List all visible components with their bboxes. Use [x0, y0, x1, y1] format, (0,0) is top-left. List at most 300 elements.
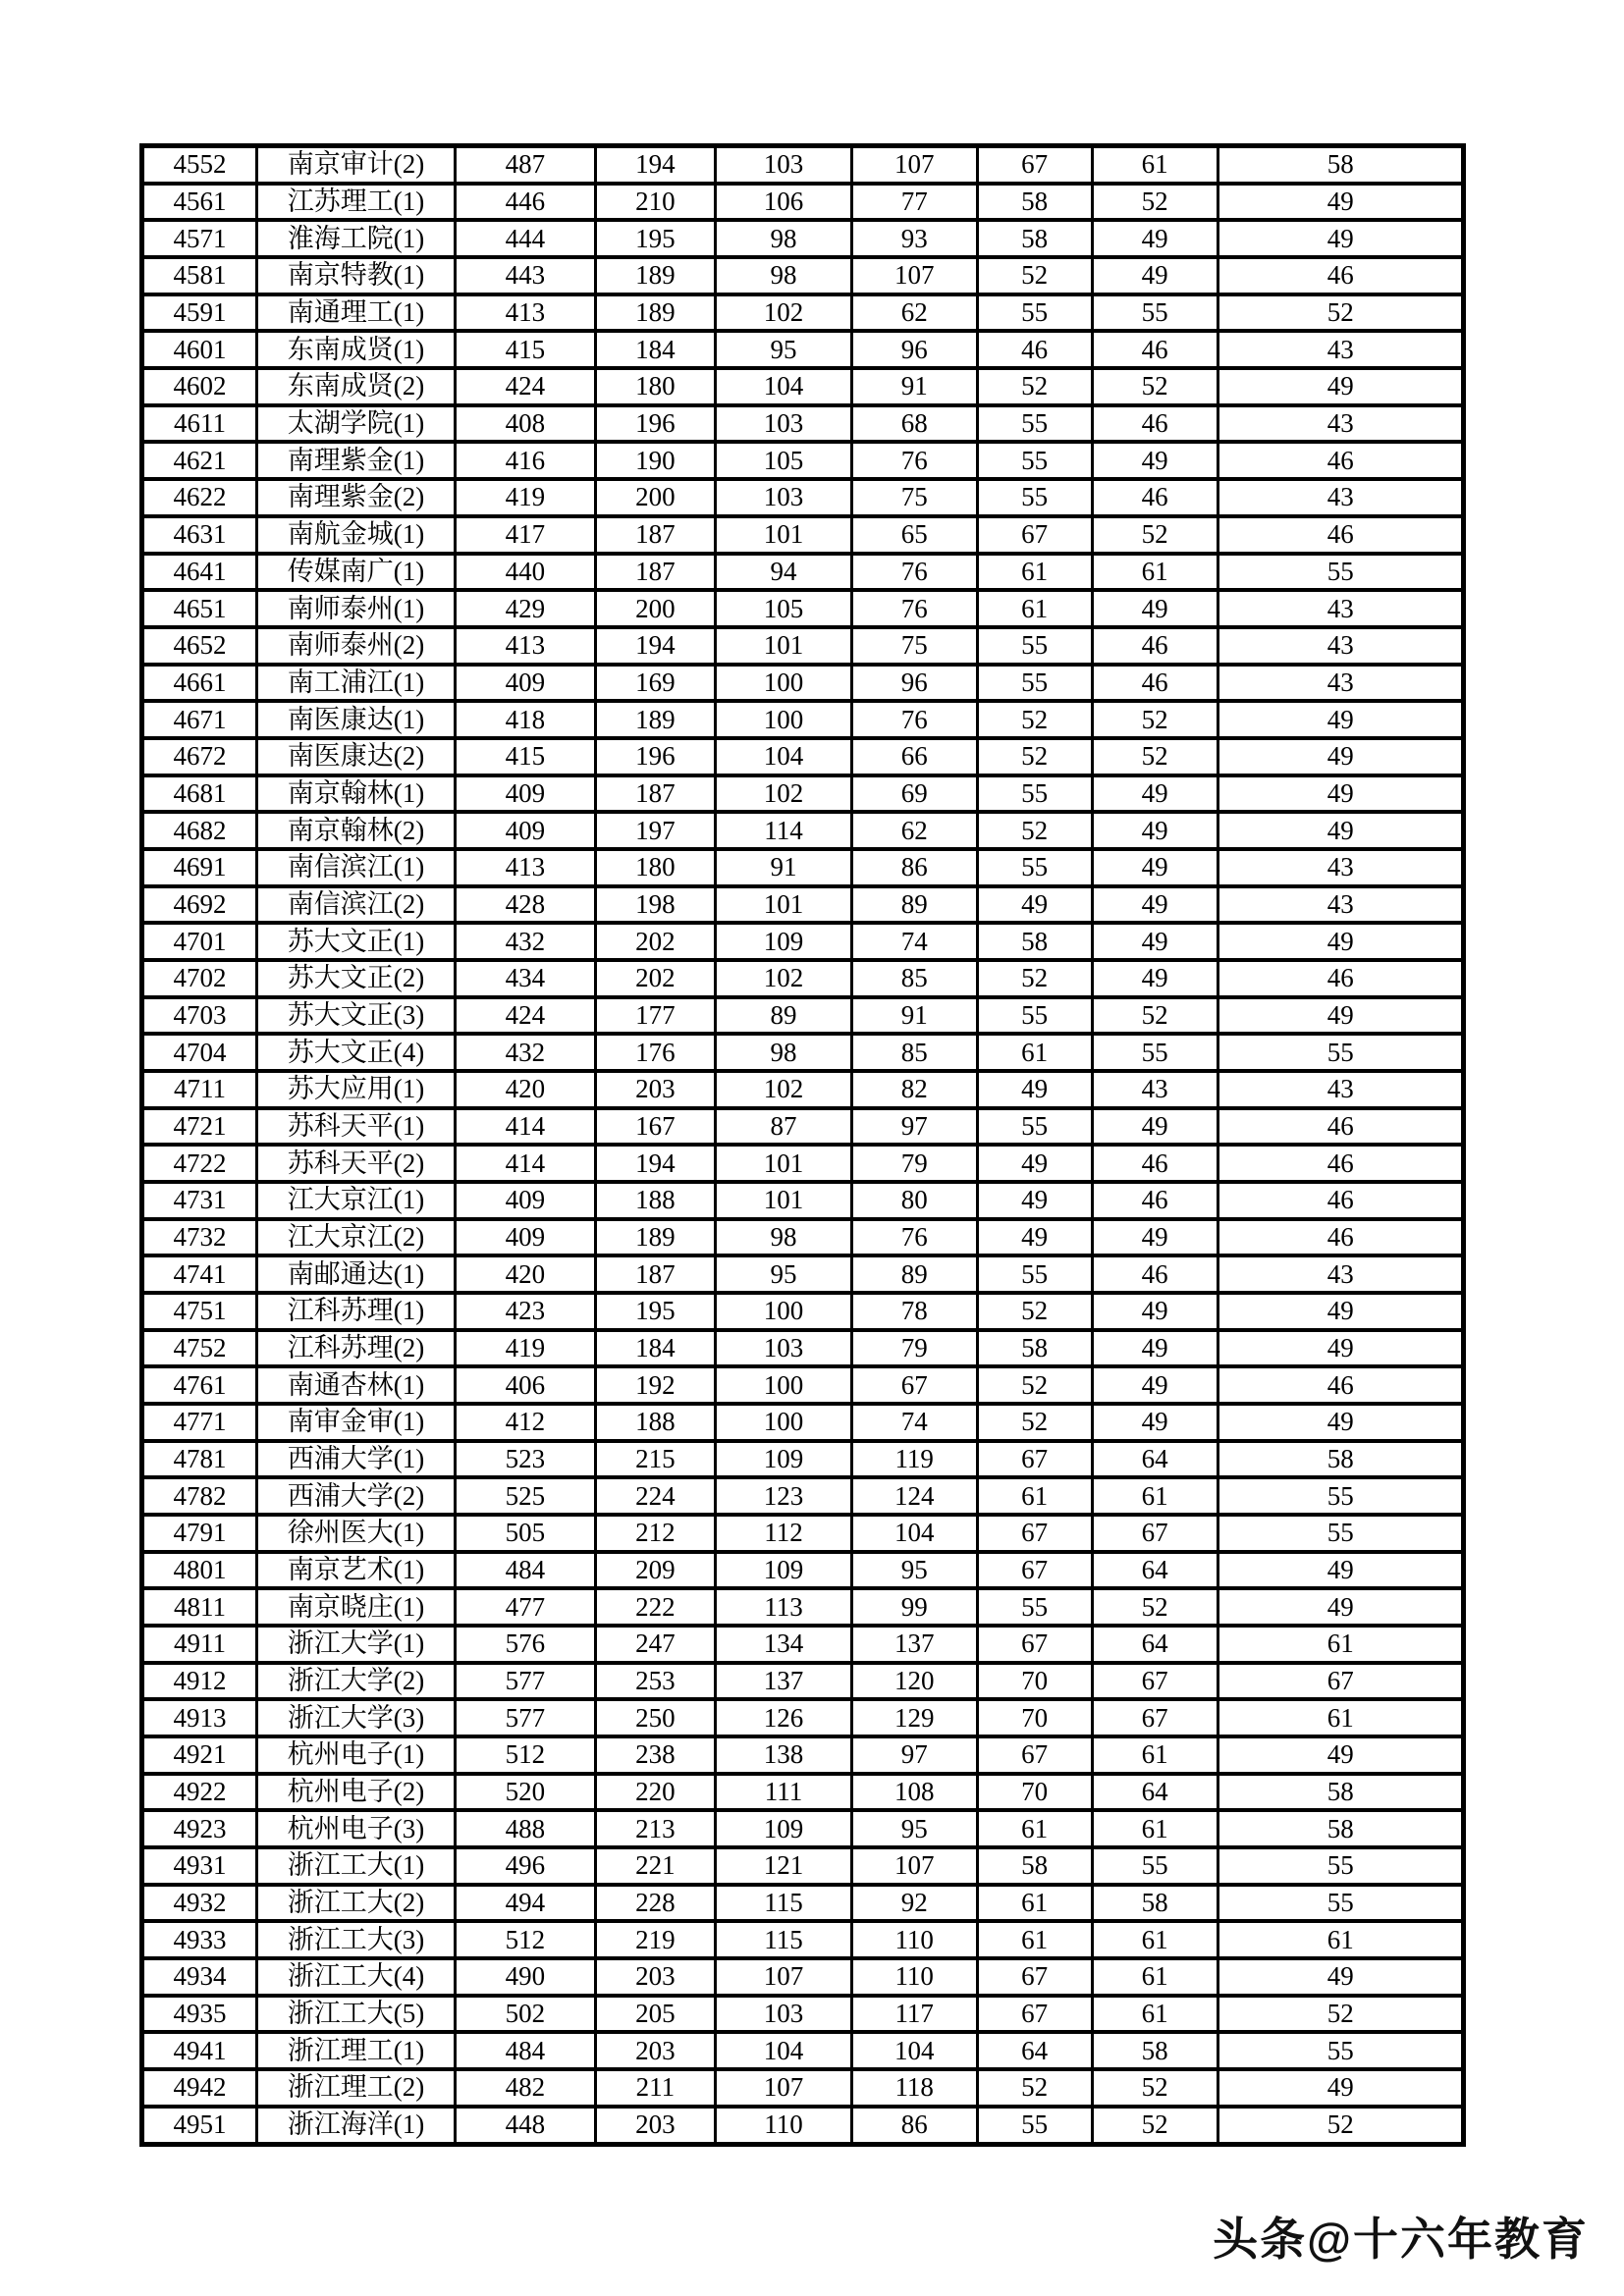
score-cell-5: 52 [1092, 738, 1218, 775]
name-cell: 苏科天平(1) [257, 1108, 456, 1146]
score-cell-1: 250 [595, 1699, 715, 1736]
score-cell-1: 209 [595, 1552, 715, 1589]
score-cell-3: 66 [851, 738, 977, 775]
score-cell-4: 52 [977, 1293, 1092, 1330]
score-cell-4: 52 [977, 257, 1092, 294]
score-cell-2: 94 [716, 554, 852, 591]
total-score-cell: 416 [455, 442, 595, 479]
score-cell-5: 61 [1092, 1736, 1218, 1774]
score-cell-4: 70 [977, 1774, 1092, 1811]
score-cell-1: 203 [595, 2032, 715, 2069]
score-cell-5: 49 [1092, 1404, 1218, 1441]
score-cell-1: 187 [595, 516, 715, 554]
score-cell-5: 52 [1092, 1588, 1218, 1626]
name-cell: 南航金城(1) [257, 516, 456, 554]
score-cell-4: 52 [977, 2069, 1092, 2107]
name-cell: 南理紫金(2) [257, 479, 456, 516]
score-cell-2: 103 [716, 1330, 852, 1367]
total-score-cell: 487 [455, 146, 595, 184]
score-cell-4: 61 [977, 1885, 1092, 1922]
score-cell-2: 100 [716, 1293, 852, 1330]
score-cell-4: 55 [977, 665, 1092, 702]
table-row [142, 1663, 1464, 1700]
score-cell-4: 70 [977, 1663, 1092, 1700]
score-cell-6: 55 [1218, 1477, 1463, 1515]
score-cell-1: 189 [595, 294, 715, 332]
score-cell-1: 194 [595, 1145, 715, 1182]
score-cell-4: 49 [977, 1219, 1092, 1256]
score-cell-5: 52 [1092, 368, 1218, 405]
name-cell: 江科苏理(2) [257, 1330, 456, 1367]
score-cell-1: 238 [595, 1736, 715, 1774]
name-cell: 南师泰州(1) [257, 590, 456, 627]
score-cell-5: 49 [1092, 812, 1218, 849]
total-score-cell: 488 [455, 1810, 595, 1847]
total-score-cell: 406 [455, 1366, 595, 1404]
table-row [142, 627, 1464, 665]
code-cell: 4934 [142, 1958, 257, 1996]
score-cell-4: 67 [977, 1552, 1092, 1589]
total-score-cell: 496 [455, 1847, 595, 1885]
score-cell-2: 103 [716, 146, 852, 184]
table-row [142, 1810, 1464, 1847]
table-row [142, 886, 1464, 924]
score-cell-4: 58 [977, 1847, 1092, 1885]
name-cell: 传媒南广(1) [257, 554, 456, 591]
total-score-cell: 414 [455, 1145, 595, 1182]
score-cell-6: 43 [1218, 886, 1463, 924]
name-cell: 南信滨江(1) [257, 849, 456, 886]
score-cell-2: 106 [716, 184, 852, 221]
code-cell: 4721 [142, 1108, 257, 1146]
code-cell: 4621 [142, 442, 257, 479]
name-cell: 苏大文正(2) [257, 960, 456, 997]
name-cell: 苏科天平(2) [257, 1145, 456, 1182]
total-score-cell: 415 [455, 738, 595, 775]
score-cell-6: 43 [1218, 1071, 1463, 1108]
score-cell-2: 101 [716, 886, 852, 924]
score-cell-3: 97 [851, 1108, 977, 1146]
table-row [142, 516, 1464, 554]
code-cell: 4661 [142, 665, 257, 702]
score-cell-2: 110 [716, 2107, 852, 2145]
name-cell: 南通理工(1) [257, 294, 456, 332]
name-cell: 西浦大学(1) [257, 1441, 456, 1478]
score-cell-1: 200 [595, 590, 715, 627]
code-cell: 4622 [142, 479, 257, 516]
total-score-cell: 577 [455, 1663, 595, 1700]
score-cell-2: 115 [716, 1885, 852, 1922]
score-cell-5: 46 [1092, 479, 1218, 516]
score-cell-3: 92 [851, 1885, 977, 1922]
score-cell-5: 64 [1092, 1552, 1218, 1589]
score-cell-2: 123 [716, 1477, 852, 1515]
name-cell: 南医康达(1) [257, 701, 456, 738]
table-row [142, 1330, 1464, 1367]
score-cell-3: 75 [851, 479, 977, 516]
score-cell-3: 76 [851, 701, 977, 738]
score-cell-1: 203 [595, 1071, 715, 1108]
score-cell-4: 55 [977, 997, 1092, 1035]
name-cell: 江大京江(1) [257, 1182, 456, 1219]
score-cell-2: 89 [716, 997, 852, 1035]
table-row [142, 775, 1464, 813]
table-row [142, 1885, 1464, 1922]
score-cell-3: 110 [851, 1921, 977, 1958]
score-cell-2: 103 [716, 405, 852, 443]
score-cell-1: 215 [595, 1441, 715, 1478]
name-cell: 苏大文正(1) [257, 923, 456, 960]
code-cell: 4791 [142, 1515, 257, 1552]
table-row [142, 1182, 1464, 1219]
score-cell-2: 113 [716, 1588, 852, 1626]
score-cell-4: 55 [977, 405, 1092, 443]
score-cell-1: 187 [595, 554, 715, 591]
score-cell-2: 121 [716, 1847, 852, 1885]
total-score-cell: 423 [455, 1293, 595, 1330]
name-cell: 太湖学院(1) [257, 405, 456, 443]
score-cell-6: 58 [1218, 146, 1463, 184]
total-score-cell: 434 [455, 960, 595, 997]
watermark: 头条@十六年教育 [1213, 2214, 1589, 2265]
score-cell-2: 112 [716, 1515, 852, 1552]
name-cell: 南京翰林(2) [257, 812, 456, 849]
score-cell-4: 55 [977, 2107, 1092, 2145]
name-cell: 江苏理工(1) [257, 184, 456, 221]
score-cell-1: 213 [595, 1810, 715, 1847]
score-cell-3: 107 [851, 257, 977, 294]
score-cell-6: 61 [1218, 1699, 1463, 1736]
score-cell-3: 75 [851, 627, 977, 665]
score-cell-6: 58 [1218, 1774, 1463, 1811]
total-score-cell: 432 [455, 1034, 595, 1071]
score-cell-4: 61 [977, 554, 1092, 591]
code-cell: 4701 [142, 923, 257, 960]
code-cell: 4711 [142, 1071, 257, 1108]
score-cell-5: 52 [1092, 516, 1218, 554]
score-cell-1: 187 [595, 1255, 715, 1293]
score-cell-2: 98 [716, 220, 852, 257]
code-cell: 4923 [142, 1810, 257, 1847]
score-cell-1: 188 [595, 1404, 715, 1441]
score-cell-4: 67 [977, 1626, 1092, 1663]
code-cell: 4913 [142, 1699, 257, 1736]
score-cell-3: 110 [851, 1958, 977, 1996]
score-cell-5: 46 [1092, 1255, 1218, 1293]
score-cell-1: 190 [595, 442, 715, 479]
score-cell-1: 194 [595, 146, 715, 184]
name-cell: 南京翰林(1) [257, 775, 456, 813]
score-cell-6: 43 [1218, 627, 1463, 665]
score-cell-4: 61 [977, 1034, 1092, 1071]
score-cell-4: 55 [977, 1108, 1092, 1146]
score-cell-5: 46 [1092, 627, 1218, 665]
score-cell-2: 101 [716, 516, 852, 554]
code-cell: 4942 [142, 2069, 257, 2107]
score-cell-1: 198 [595, 886, 715, 924]
score-cell-4: 61 [977, 1477, 1092, 1515]
score-cell-2: 138 [716, 1736, 852, 1774]
name-cell: 南工浦江(1) [257, 665, 456, 702]
score-cell-5: 49 [1092, 923, 1218, 960]
score-cell-5: 67 [1092, 1515, 1218, 1552]
name-cell: 浙江大学(3) [257, 1699, 456, 1736]
score-cell-5: 52 [1092, 997, 1218, 1035]
score-cell-5: 55 [1092, 1034, 1218, 1071]
score-cell-5: 64 [1092, 1441, 1218, 1478]
name-cell: 苏大文正(4) [257, 1034, 456, 1071]
total-score-cell: 432 [455, 923, 595, 960]
score-cell-4: 67 [977, 1996, 1092, 2033]
total-score-cell: 477 [455, 1588, 595, 1626]
code-cell: 4722 [142, 1145, 257, 1182]
score-cell-2: 103 [716, 1996, 852, 2033]
score-cell-6: 43 [1218, 405, 1463, 443]
score-cell-5: 49 [1092, 1366, 1218, 1404]
score-cell-5: 55 [1092, 1847, 1218, 1885]
score-cell-6: 43 [1218, 849, 1463, 886]
total-score-cell: 440 [455, 554, 595, 591]
score-cell-5: 61 [1092, 146, 1218, 184]
score-cell-3: 104 [851, 1515, 977, 1552]
name-cell: 淮海工院(1) [257, 220, 456, 257]
score-cell-6: 49 [1218, 1330, 1463, 1367]
score-cell-4: 67 [977, 146, 1092, 184]
table-row [142, 1293, 1464, 1330]
score-cell-6: 43 [1218, 665, 1463, 702]
score-cell-5: 61 [1092, 1996, 1218, 2033]
code-cell: 4752 [142, 1330, 257, 1367]
score-cell-4: 52 [977, 1366, 1092, 1404]
code-cell: 4561 [142, 184, 257, 221]
name-cell: 西浦大学(2) [257, 1477, 456, 1515]
score-cell-5: 46 [1092, 665, 1218, 702]
score-cell-6: 49 [1218, 184, 1463, 221]
score-cell-5: 61 [1092, 1958, 1218, 1996]
score-cell-5: 49 [1092, 1108, 1218, 1146]
name-cell: 南通杏林(1) [257, 1366, 456, 1404]
code-cell: 4941 [142, 2032, 257, 2069]
code-cell: 4692 [142, 886, 257, 924]
score-cell-3: 137 [851, 1626, 977, 1663]
code-cell: 4682 [142, 812, 257, 849]
total-score-cell: 525 [455, 1477, 595, 1515]
table-row [142, 2032, 1464, 2069]
name-cell: 江大京江(2) [257, 1219, 456, 1256]
score-cell-4: 55 [977, 775, 1092, 813]
score-cell-1: 196 [595, 738, 715, 775]
total-score-cell: 523 [455, 1441, 595, 1478]
score-cell-6: 49 [1218, 923, 1463, 960]
total-score-cell: 512 [455, 1736, 595, 1774]
score-cell-2: 98 [716, 257, 852, 294]
total-score-cell: 490 [455, 1958, 595, 1996]
total-score-cell: 428 [455, 886, 595, 924]
code-cell: 4702 [142, 960, 257, 997]
code-cell: 4922 [142, 1774, 257, 1811]
score-cell-6: 55 [1218, 1034, 1463, 1071]
score-cell-4: 67 [977, 1736, 1092, 1774]
name-cell: 徐州医大(1) [257, 1515, 456, 1552]
score-cell-3: 67 [851, 1366, 977, 1404]
table-row [142, 1996, 1464, 2033]
total-score-cell: 408 [455, 405, 595, 443]
score-cell-3: 120 [851, 1663, 977, 1700]
score-cell-1: 203 [595, 2107, 715, 2145]
code-cell: 4691 [142, 849, 257, 886]
code-cell: 4641 [142, 554, 257, 591]
score-cell-3: 85 [851, 960, 977, 997]
code-cell: 4671 [142, 701, 257, 738]
name-cell: 南医康达(2) [257, 738, 456, 775]
code-cell: 4581 [142, 257, 257, 294]
code-cell: 4951 [142, 2107, 257, 2145]
score-cell-6: 49 [1218, 368, 1463, 405]
table-row [142, 1034, 1464, 1071]
score-cell-4: 61 [977, 1921, 1092, 1958]
table-row [142, 442, 1464, 479]
table-row [142, 960, 1464, 997]
table-row [142, 331, 1464, 368]
name-cell: 浙江工大(4) [257, 1958, 456, 1996]
code-cell: 4933 [142, 1921, 257, 1958]
code-cell: 4751 [142, 1293, 257, 1330]
score-cell-4: 55 [977, 849, 1092, 886]
table-row [142, 1588, 1464, 1626]
score-cell-6: 61 [1218, 1921, 1463, 1958]
score-cell-3: 96 [851, 331, 977, 368]
score-cell-6: 55 [1218, 1847, 1463, 1885]
total-score-cell: 419 [455, 1330, 595, 1367]
score-cell-2: 105 [716, 590, 852, 627]
score-cell-4: 55 [977, 294, 1092, 332]
score-cell-4: 52 [977, 738, 1092, 775]
score-cell-5: 49 [1092, 442, 1218, 479]
code-cell: 4611 [142, 405, 257, 443]
score-cell-6: 43 [1218, 1255, 1463, 1293]
table-row [142, 1552, 1464, 1589]
name-cell: 浙江大学(2) [257, 1663, 456, 1700]
total-score-cell: 444 [455, 220, 595, 257]
score-cell-5: 61 [1092, 554, 1218, 591]
score-cell-6: 49 [1218, 997, 1463, 1035]
code-cell: 4681 [142, 775, 257, 813]
score-cell-5: 49 [1092, 960, 1218, 997]
score-cell-1: 189 [595, 1219, 715, 1256]
score-cell-4: 55 [977, 479, 1092, 516]
name-cell: 江科苏理(1) [257, 1293, 456, 1330]
score-cell-3: 91 [851, 997, 977, 1035]
score-cell-5: 61 [1092, 1477, 1218, 1515]
score-cell-6: 46 [1218, 442, 1463, 479]
score-cell-3: 79 [851, 1145, 977, 1182]
score-cell-6: 67 [1218, 1663, 1463, 1700]
total-score-cell: 413 [455, 294, 595, 332]
score-cell-6: 49 [1218, 775, 1463, 813]
score-cell-6: 46 [1218, 1366, 1463, 1404]
score-cell-5: 49 [1092, 886, 1218, 924]
total-score-cell: 409 [455, 1219, 595, 1256]
score-cell-6: 55 [1218, 2032, 1463, 2069]
score-cell-6: 58 [1218, 1441, 1463, 1478]
code-cell: 4651 [142, 590, 257, 627]
score-cell-6: 52 [1218, 294, 1463, 332]
total-score-cell: 520 [455, 1774, 595, 1811]
table-row [142, 1515, 1464, 1552]
score-cell-6: 49 [1218, 738, 1463, 775]
name-cell: 浙江理工(2) [257, 2069, 456, 2107]
score-cell-3: 76 [851, 442, 977, 479]
score-cell-5: 49 [1092, 257, 1218, 294]
code-cell: 4911 [142, 1626, 257, 1663]
score-cell-1: 177 [595, 997, 715, 1035]
score-cell-2: 102 [716, 294, 852, 332]
total-score-cell: 577 [455, 1699, 595, 1736]
score-cell-3: 96 [851, 665, 977, 702]
score-cell-4: 55 [977, 442, 1092, 479]
name-cell: 东南成贤(2) [257, 368, 456, 405]
score-cell-6: 46 [1218, 960, 1463, 997]
code-cell: 4741 [142, 1255, 257, 1293]
table-row [142, 1921, 1464, 1958]
total-score-cell: 420 [455, 1255, 595, 1293]
score-cell-5: 64 [1092, 1626, 1218, 1663]
score-cell-4: 49 [977, 1145, 1092, 1182]
total-score-cell: 420 [455, 1071, 595, 1108]
score-cell-1: 253 [595, 1663, 715, 1700]
total-score-cell: 512 [455, 1921, 595, 1958]
score-cell-2: 91 [716, 849, 852, 886]
score-cell-3: 82 [851, 1071, 977, 1108]
score-cell-3: 86 [851, 2107, 977, 2145]
table-row [142, 1219, 1464, 1256]
table-row [142, 812, 1464, 849]
score-cell-1: 221 [595, 1847, 715, 1885]
score-cell-1: 180 [595, 849, 715, 886]
score-cell-2: 111 [716, 1774, 852, 1811]
name-cell: 苏大文正(3) [257, 997, 456, 1035]
score-cell-2: 107 [716, 1958, 852, 1996]
name-cell: 浙江海洋(1) [257, 2107, 456, 2145]
table-row [142, 1145, 1464, 1182]
score-cell-4: 49 [977, 1182, 1092, 1219]
score-cell-6: 49 [1218, 2069, 1463, 2107]
score-cell-3: 104 [851, 2032, 977, 2069]
score-cell-3: 124 [851, 1477, 977, 1515]
total-score-cell: 484 [455, 1552, 595, 1589]
score-cell-6: 61 [1218, 1626, 1463, 1663]
score-cell-3: 62 [851, 812, 977, 849]
score-cell-2: 102 [716, 775, 852, 813]
score-cell-3: 117 [851, 1996, 977, 2033]
score-cell-6: 55 [1218, 1885, 1463, 1922]
total-score-cell: 502 [455, 1996, 595, 2033]
score-cell-3: 107 [851, 146, 977, 184]
score-cell-3: 80 [851, 1182, 977, 1219]
score-cell-4: 67 [977, 1515, 1092, 1552]
score-cell-6: 46 [1218, 1219, 1463, 1256]
name-cell: 南师泰州(2) [257, 627, 456, 665]
score-cell-5: 55 [1092, 294, 1218, 332]
score-cell-1: 189 [595, 257, 715, 294]
name-cell: 东南成贤(1) [257, 331, 456, 368]
score-cell-1: 187 [595, 775, 715, 813]
name-cell: 浙江理工(1) [257, 2032, 456, 2069]
score-cell-5: 64 [1092, 1774, 1218, 1811]
score-cell-3: 99 [851, 1588, 977, 1626]
score-cell-3: 119 [851, 1441, 977, 1478]
score-cell-3: 77 [851, 184, 977, 221]
